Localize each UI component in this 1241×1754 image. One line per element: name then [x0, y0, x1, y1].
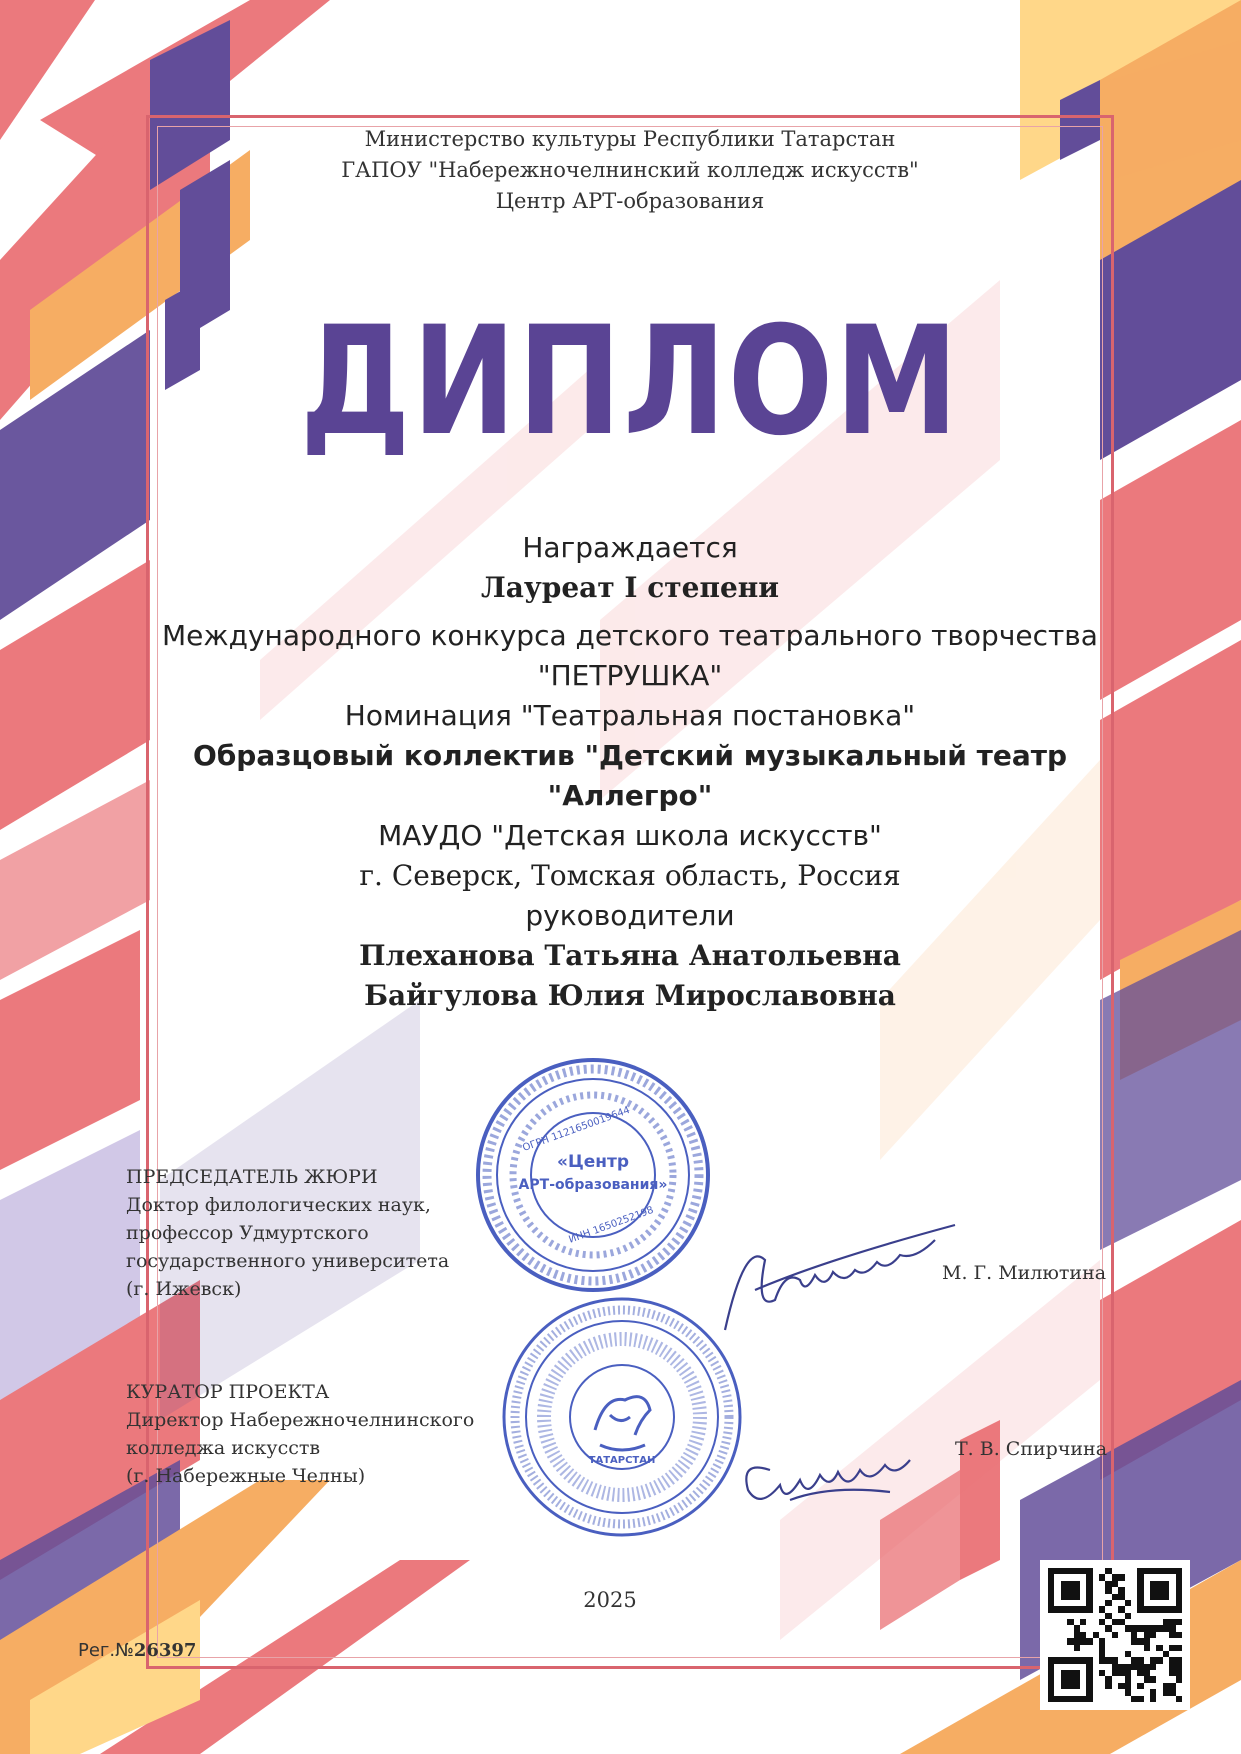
issuer-center: Центр АРТ-образования	[495, 189, 765, 213]
stamp2-emblem-text: ТАТАРСТАН	[588, 1455, 656, 1466]
jury-chair-block	[126, 1163, 449, 1303]
issue-year: 2025	[583, 1588, 637, 1612]
curator-signature	[730, 1430, 930, 1530]
diploma-title-text: ДИПЛОМ	[300, 305, 960, 455]
curator-block	[126, 1378, 474, 1490]
contest-name-line1: Международного конкурса детского театрального творчества	[162, 619, 1098, 652]
award-section	[160, 528, 1100, 1016]
jury-chair-signature	[705, 1200, 965, 1350]
art-education-center-stamp	[473, 1055, 713, 1295]
jury-chair-name: М. Г. Милютина	[942, 1262, 1107, 1284]
qr-code-icon	[1048, 1568, 1182, 1702]
leader-name-2: Байгулова Юлия Мирославовна	[364, 979, 896, 1012]
curator-name: Т. В. Спирчина	[955, 1438, 1108, 1460]
diploma-title	[160, 305, 1100, 455]
curator-role: КУРАТОР ПРОЕКТА	[126, 1381, 330, 1403]
curator-title-line3: (г. Набережные Челны)	[126, 1465, 366, 1487]
curator-title-line1: Директор Набережночелнинского	[126, 1409, 475, 1431]
collective-name-line1: Образцовый коллектив "Детский музыкальный театр	[192, 739, 1068, 772]
stamp1-center-line1: «Центр	[556, 1152, 630, 1172]
leopard-emblem-icon	[595, 1397, 650, 1450]
qr-code[interactable]	[1040, 1560, 1190, 1710]
curator-title-line2: колледжа искусств	[126, 1437, 321, 1459]
contest-name-line2: "ПЕТРУШКА"	[537, 659, 723, 692]
registration-value: 26397	[133, 1640, 197, 1661]
award-intro: Награждается	[522, 531, 738, 564]
nomination: Номинация "Театральная постановка"	[344, 699, 916, 732]
jury-title-line1: Доктор филологических наук,	[126, 1194, 431, 1216]
leader-name-1: Плеханова Татьяна Анатольевна	[359, 939, 901, 972]
jury-title-line4: (г. Ижевск)	[126, 1278, 242, 1300]
issuer-ministry: Министерство культуры Республики Татарстан	[364, 127, 896, 151]
registration-number	[78, 1640, 196, 1661]
jury-title-line3: государственного университета	[126, 1250, 450, 1272]
jury-title-line2: профессор Удмуртского	[126, 1222, 369, 1244]
stamp1-ogrn: ОГРН 1121650019644	[521, 1104, 632, 1154]
school-name: МАУДО "Детская школа искусств"	[378, 819, 882, 852]
city: г. Северск, Томская область, Россия	[359, 859, 901, 892]
issuer-college: ГАПОУ "Набережночелнинский колледж искусств"	[341, 158, 919, 182]
collective-name-line2: "Аллегро"	[547, 779, 713, 812]
leaders-label: руководители	[525, 899, 735, 932]
stamp1-center-line2: АРТ-образования»	[518, 1177, 668, 1193]
jury-role: ПРЕДСЕДАТЕЛЬ ЖЮРИ	[126, 1166, 378, 1188]
award-degree: Лауреат I степени	[480, 571, 780, 604]
registration-label: Рег.№	[78, 1640, 134, 1661]
issuer-header	[160, 124, 1100, 217]
stamp1-inn: ИНН 1650252198	[567, 1204, 656, 1246]
